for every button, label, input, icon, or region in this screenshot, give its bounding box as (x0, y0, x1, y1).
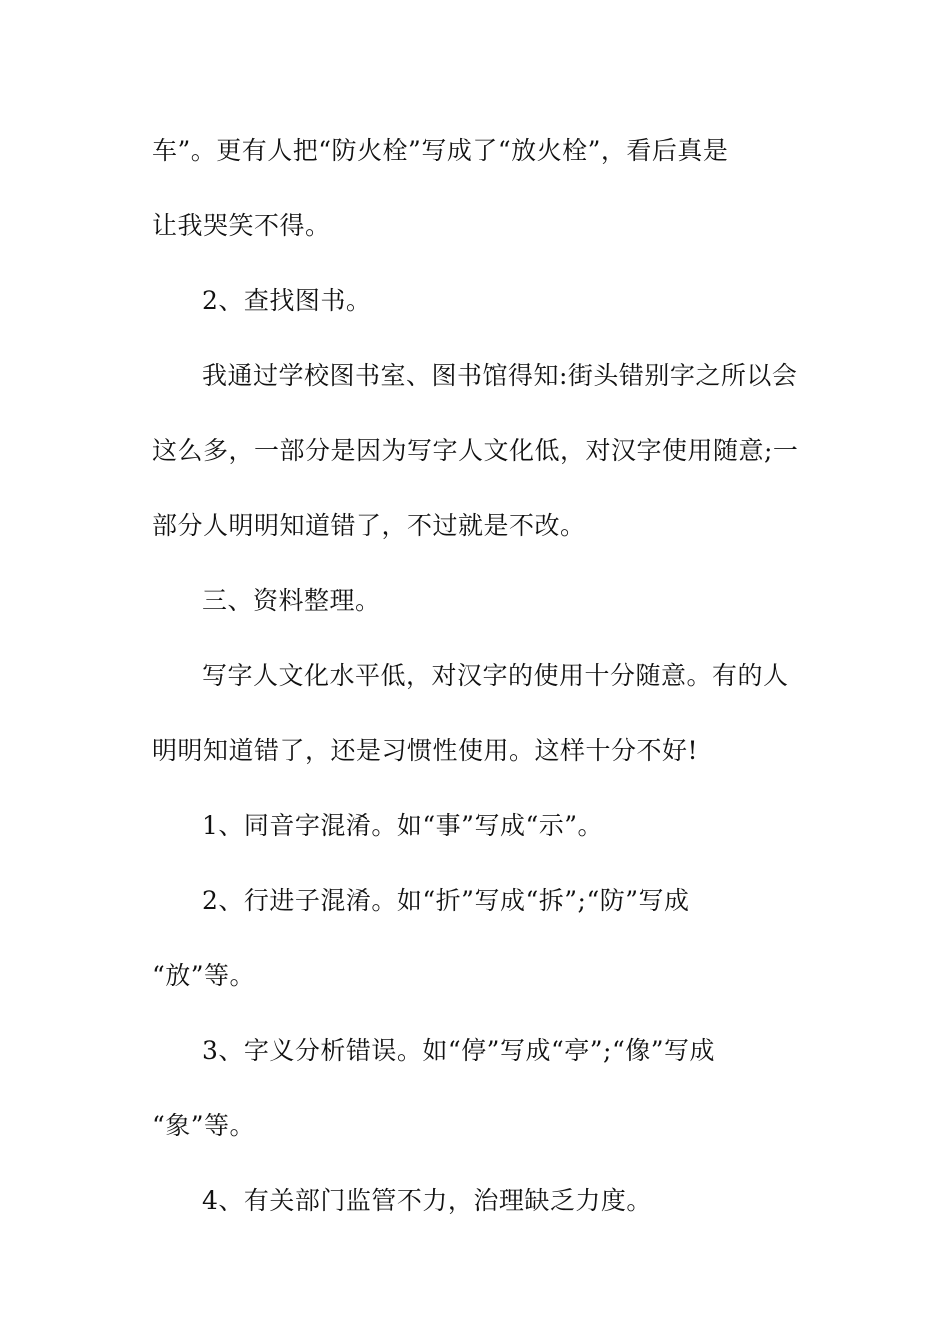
list-item: 2、行进子混淆。如“折”写成“拆”;“防”写成 (202, 886, 690, 915)
text-line: 写字人文化水平低，对汉字的使用十分随意。有的人 (202, 661, 789, 690)
list-item: 3、字义分析错误。如“停”写成“亭”;“像”写成 (202, 1036, 716, 1065)
text-line: “放”等。 (152, 961, 256, 990)
list-item: 1、同音字混淆。如“事”写成“示”。 (202, 811, 604, 840)
section-heading: 三、资料整理。 (202, 586, 381, 615)
section-heading: 2、查找图书。 (202, 286, 372, 315)
text-line: 这么多，一部分是因为写字人文化低，对汉字使用随意;一 (152, 436, 799, 465)
text-line: 让我哭笑不得。 (152, 211, 331, 240)
text-line: 部分人明明知道错了，不过就是不改。 (152, 511, 586, 540)
text-line: 我通过学校图书室、图书馆得知:街头错别字之所以会 (202, 361, 798, 390)
text-line: 明明知道错了，还是习惯性使用。这样十分不好! (152, 736, 699, 765)
list-item: 4、有关部门监管不力，治理缺乏力度。 (202, 1186, 652, 1215)
text-line: “象”等。 (152, 1111, 256, 1140)
text-line: 车”。更有人把“防火栓”写成了“放火栓”，看后真是 (152, 136, 729, 165)
